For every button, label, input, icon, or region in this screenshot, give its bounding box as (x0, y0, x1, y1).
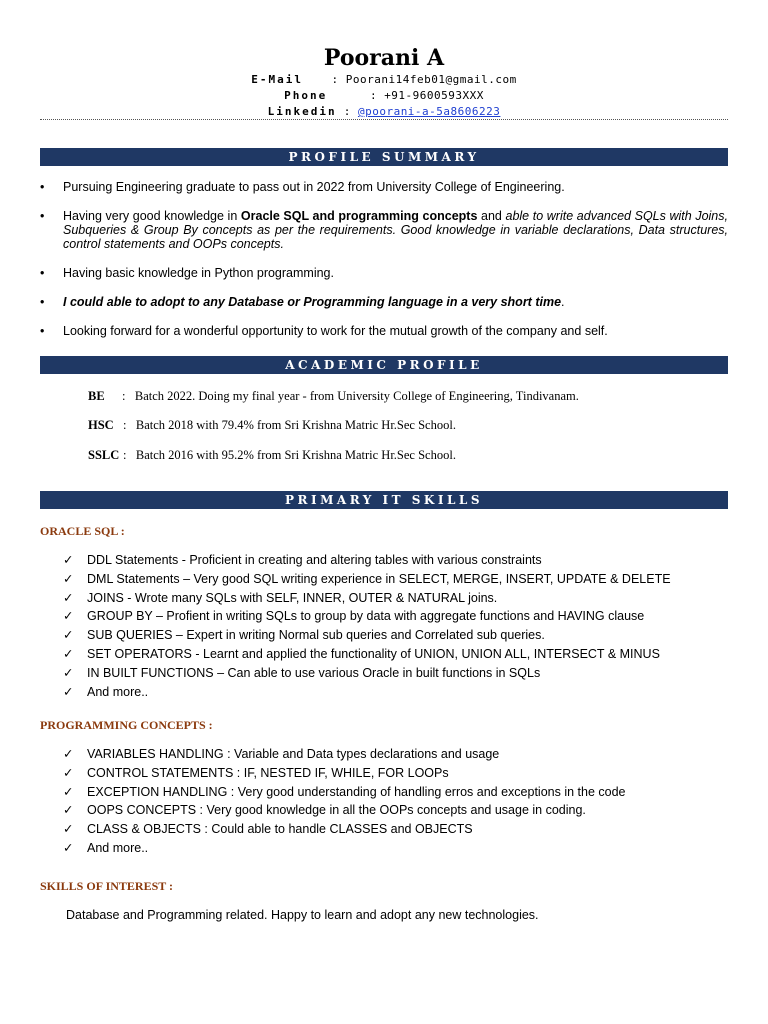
profile-summary-list (40, 180, 728, 338)
academic-row (88, 417, 456, 433)
list-item (40, 764, 728, 783)
oracle-sql-list (40, 551, 728, 701)
list-item (40, 645, 728, 664)
list-item (40, 664, 728, 683)
skill-text: JOINS - Wrote many SQLs with SELF, INNER, OUTER & NATURAL joins. (87, 590, 498, 605)
list-item (40, 820, 728, 839)
list-item (40, 209, 728, 251)
summary-bold-italic-text: I could able to adopt to any Database or Programming language in a very short time (63, 295, 562, 309)
email-value: Poorani14feb01@gmail.com (345, 73, 517, 86)
skill-text: SET OPERATORS - Learnt and applied the functionality of UNION, UNION ALL, INTERSECT & MINUS (87, 646, 660, 661)
checkmark-icon: ✓ (63, 571, 74, 586)
list-item (40, 607, 728, 626)
summary-bold-text: Oracle SQL and programming concepts (240, 209, 478, 223)
email-label: E-Mail (251, 73, 304, 86)
skill-text: GROUP BY – Profient in writing SQLs to group by data with aggregate functions and HAVING clause (87, 609, 645, 624)
bullet-icon: • (40, 209, 45, 223)
checkmark-icon: ✓ (63, 765, 74, 780)
linkedin-link[interactable]: @poorani-a-5a8606223 (357, 105, 501, 118)
checkmark-icon: ✓ (63, 747, 74, 761)
skill-text: IN BUILT FUNCTIONS – Can able to use various Oracle in built functions in SQLs (87, 665, 541, 680)
degree-detail: Batch 2018 with 79.4% from Sri Krishna Matric Hr.Sec School. (135, 418, 456, 432)
profile-summary-heading: PROFILE SUMMARY (40, 148, 728, 166)
linkedin-line: Linkedin : @poorani-a-5a8606223 (267, 105, 501, 118)
skill-text: DML Statements – Very good SQL writing experience in SELECT, MERGE, INSERT, UPDATE & DELETE (87, 571, 671, 586)
bullet-icon: • (40, 266, 45, 280)
oracle-sql-heading: ORACLE SQL : (40, 524, 125, 538)
degree-label: HSC (88, 418, 114, 432)
skills-of-interest-heading: SKILLS OF INTEREST : (40, 879, 174, 893)
email-line: E-Mail : Poorani14feb01@gmail.com (251, 73, 517, 86)
degree-separator: : (123, 418, 127, 432)
list-item (40, 324, 728, 338)
list-item (40, 801, 728, 820)
primary-it-skills-heading: PRIMARY IT SKILLS (40, 491, 728, 509)
list-item (40, 745, 728, 764)
phone-value: +91-9600593XXX (384, 89, 484, 102)
skills-of-interest-text: Database and Programming related. Happy to learn and adopt any new technologies. (66, 908, 539, 922)
checkmark-icon: ✓ (63, 840, 74, 855)
list-item (40, 839, 728, 858)
programming-concepts-list (40, 745, 728, 858)
degree-detail: Batch 2016 with 95.2% from Sri Krishna Matric Hr.Sec School. (135, 448, 456, 462)
degree-detail: Batch 2022. Doing my final year - from University College of Engineering, Tindivanam. (134, 389, 579, 403)
skill-text: SUB QUERIES – Expert in writing Normal sub queries and Correlated sub queries. (87, 628, 545, 643)
linkedin-label: Linkedin (267, 105, 337, 118)
degree-separator: : (123, 448, 127, 462)
degree-separator: : (122, 389, 126, 403)
list-item (40, 626, 728, 645)
list-item (40, 589, 728, 608)
list-item (40, 683, 728, 702)
checkmark-icon: ✓ (63, 822, 74, 837)
degree-label: BE (88, 389, 105, 403)
list-item (40, 570, 728, 589)
skill-text: CLASS & OBJECTS : Could able to handle CLASSES and OBJECTS (87, 822, 473, 837)
header-divider (40, 119, 728, 120)
skill-text: EXCEPTION HANDLING : Very good understanding of handling erros and exceptions in the code (87, 784, 626, 799)
checkmark-icon: ✓ (63, 784, 74, 799)
checkmark-icon: ✓ (63, 646, 74, 661)
degree-label: SSLC (88, 448, 120, 462)
list-item (40, 551, 728, 570)
summary-text: Having basic knowledge in Python programming. (63, 266, 334, 280)
bullet-icon: • (40, 324, 45, 338)
list-item (40, 295, 728, 309)
skill-text: And more.. (87, 840, 149, 855)
summary-text: . (561, 295, 565, 309)
skill-text: OOPS CONCEPTS : Very good knowledge in all the OOPs concepts and usage in coding. (87, 803, 586, 818)
checkmark-icon: ✓ (63, 590, 74, 605)
phone-line: Phone : +91-9600593XXX (284, 89, 484, 102)
skill-text: DDL Statements - Proficient in creating and altering tables with various constraints (87, 553, 542, 567)
bullet-icon: • (40, 295, 45, 309)
checkmark-icon: ✓ (63, 684, 74, 699)
summary-text: Looking forward for a wonderful opportunity to work for the mutual growth of the company and self. (63, 324, 608, 338)
academic-profile-heading: ACADEMIC PROFILE (40, 356, 728, 374)
programming-concepts-heading: PROGRAMMING CONCEPTS : (40, 718, 213, 732)
skill-text: VARIABLES HANDLING : Variable and Data types declarations and usage (87, 747, 500, 761)
checkmark-icon: ✓ (63, 803, 74, 818)
checkmark-icon: ✓ (63, 628, 74, 643)
checkmark-icon: ✓ (63, 665, 74, 680)
list-item (40, 180, 728, 194)
phone-label: Phone (284, 89, 328, 102)
checkmark-icon: ✓ (63, 553, 74, 567)
academic-row (88, 447, 456, 463)
candidate-name: Poorani A (323, 45, 445, 71)
summary-text: and (477, 209, 506, 223)
list-item (40, 783, 728, 802)
skill-text: And more.. (87, 684, 149, 699)
academic-row (88, 388, 579, 404)
resume-header (0, 44, 768, 120)
bullet-icon: • (40, 180, 45, 194)
checkmark-icon: ✓ (63, 609, 74, 624)
summary-text: Having very good knowledge in (63, 209, 241, 223)
list-item (40, 266, 728, 280)
summary-text: Pursuing Engineering graduate to pass out in 2022 from University College of Engineering. (63, 180, 565, 194)
summary-italic-text: able to write advanced SQLs with Joins, Subqueries & Group By concepts as per the requirements. Good knowledge in variable declarations, Data structures, control statements and OOPs concepts. (63, 209, 728, 251)
skill-text: CONTROL STATEMENTS : IF, NESTED IF, WHILE, FOR LOOPs (87, 765, 449, 780)
